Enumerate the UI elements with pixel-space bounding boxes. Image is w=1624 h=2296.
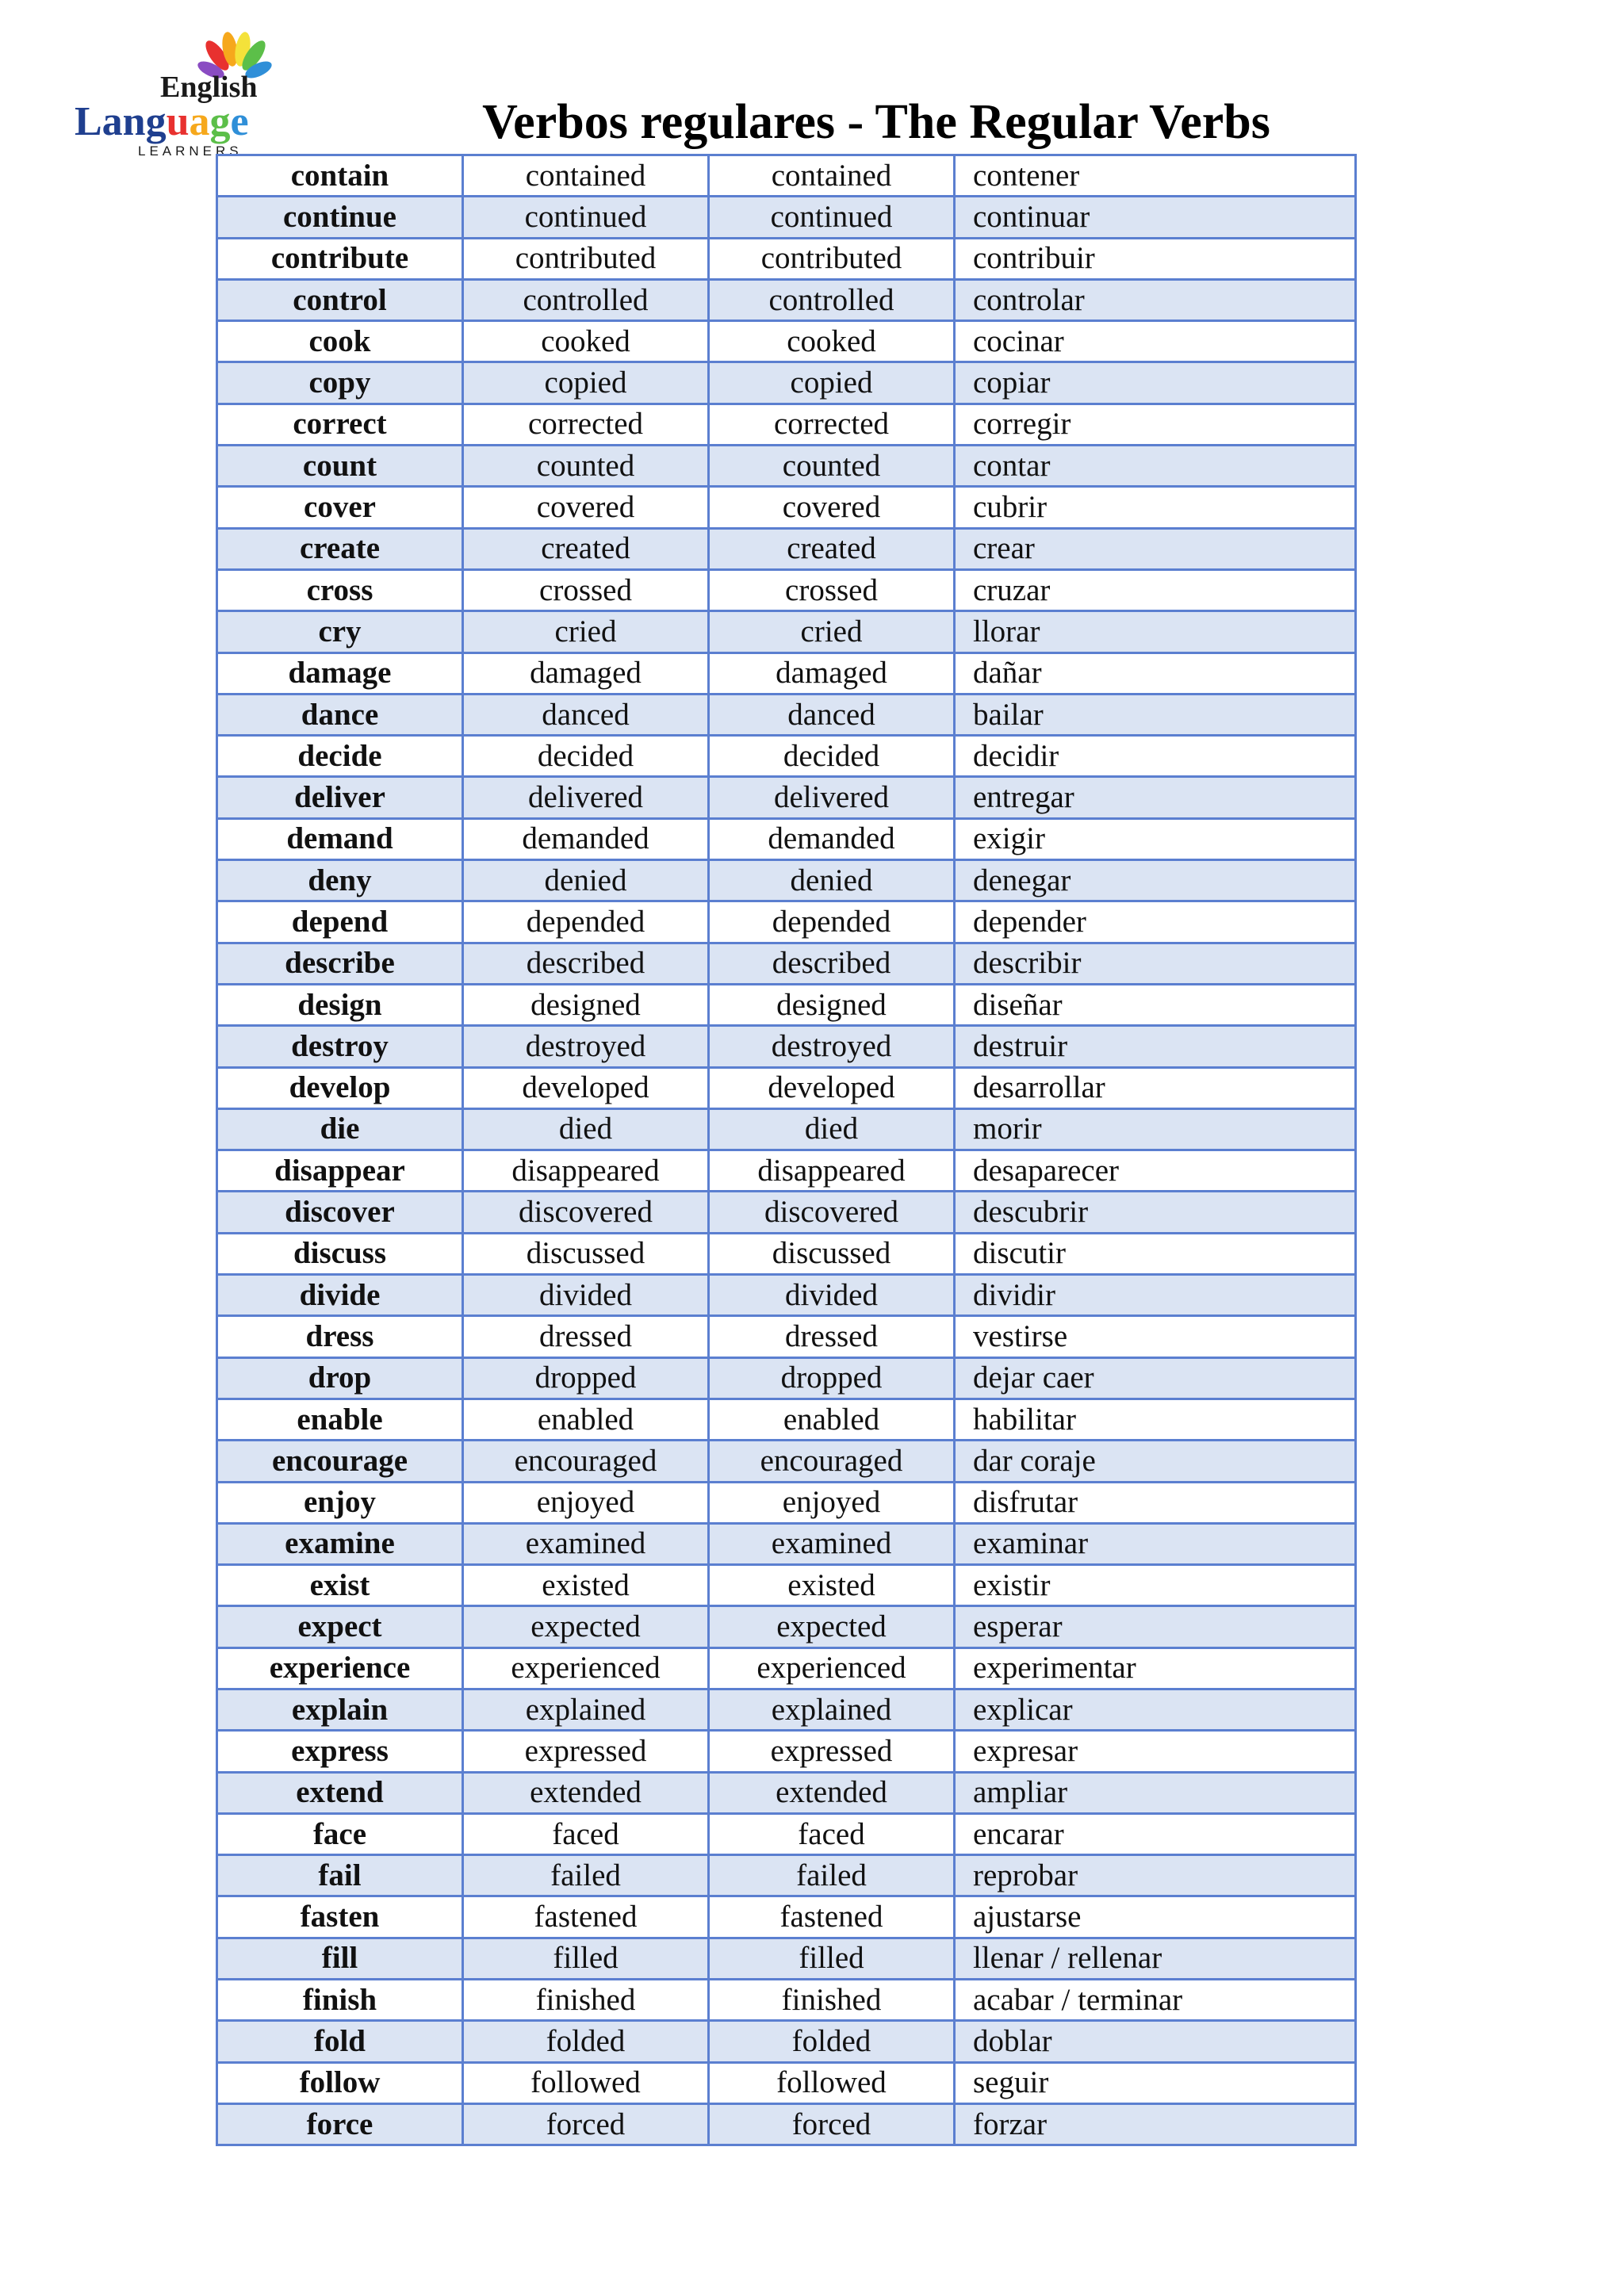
table-row	[217, 1565, 1356, 1606]
table-row	[217, 736, 1356, 777]
past-participle-cell: failed	[709, 1855, 955, 1896]
table-row	[217, 1150, 1356, 1192]
table-row	[217, 901, 1356, 943]
past-tense-cell: decided	[463, 736, 709, 777]
past-participle-cell: dressed	[709, 1316, 955, 1357]
spanish-translation-cell: crear	[955, 528, 1356, 569]
past-participle-cell: cooked	[709, 321, 955, 362]
table-row	[217, 2103, 1356, 2145]
spanish-translation-cell: seguir	[955, 2062, 1356, 2103]
spanish-translation-cell: dividir	[955, 1275, 1356, 1316]
past-participle-cell: destroyed	[709, 1026, 955, 1067]
past-participle-cell: contributed	[709, 238, 955, 279]
table-row	[217, 1689, 1356, 1730]
past-tense-cell: depended	[463, 901, 709, 943]
past-participle-cell: decided	[709, 736, 955, 777]
table-row	[217, 1357, 1356, 1399]
spanish-translation-cell: esperar	[955, 1606, 1356, 1647]
base-form-cell: continue	[217, 197, 463, 238]
spanish-translation-cell: explicar	[955, 1689, 1356, 1730]
spanish-translation-cell: ajustarse	[955, 1896, 1356, 1938]
base-form-cell: force	[217, 2103, 463, 2145]
spanish-translation-cell: discutir	[955, 1233, 1356, 1274]
table-row	[217, 1399, 1356, 1440]
past-participle-cell: continued	[709, 197, 955, 238]
past-participle-cell: followed	[709, 2062, 955, 2103]
spanish-translation-cell: continuar	[955, 197, 1356, 238]
logo-text-language: Language	[75, 99, 249, 144]
base-form-cell: fill	[217, 1938, 463, 1979]
base-form-cell: exist	[217, 1565, 463, 1606]
base-form-cell: cry	[217, 611, 463, 652]
base-form-cell: explain	[217, 1689, 463, 1730]
past-tense-cell: crossed	[463, 569, 709, 610]
past-participle-cell: extended	[709, 1772, 955, 1813]
past-participle-cell: counted	[709, 446, 955, 487]
spanish-translation-cell: dar coraje	[955, 1441, 1356, 1482]
past-tense-cell: encouraged	[463, 1441, 709, 1482]
past-participle-cell: designed	[709, 984, 955, 1025]
past-participle-cell: experienced	[709, 1647, 955, 1689]
spanish-translation-cell: reprobar	[955, 1855, 1356, 1896]
table-row	[217, 1896, 1356, 1938]
past-participle-cell: described	[709, 943, 955, 984]
base-form-cell: damage	[217, 652, 463, 694]
past-tense-cell: dressed	[463, 1316, 709, 1357]
table-row	[217, 197, 1356, 238]
base-form-cell: disappear	[217, 1150, 463, 1192]
past-tense-cell: failed	[463, 1855, 709, 1896]
past-tense-cell: denied	[463, 860, 709, 901]
base-form-cell: decide	[217, 736, 463, 777]
table-row	[217, 1606, 1356, 1647]
past-tense-cell: copied	[463, 362, 709, 404]
base-form-cell: design	[217, 984, 463, 1025]
logo-graphic	[75, 32, 289, 159]
base-form-cell: cover	[217, 487, 463, 528]
base-form-cell: expect	[217, 1606, 463, 1647]
past-tense-cell: described	[463, 943, 709, 984]
past-tense-cell: expected	[463, 1606, 709, 1647]
spanish-translation-cell: ampliar	[955, 1772, 1356, 1813]
table-row	[217, 569, 1356, 610]
past-tense-cell: forced	[463, 2103, 709, 2145]
past-participle-cell: depended	[709, 901, 955, 943]
past-tense-cell: corrected	[463, 404, 709, 445]
spanish-translation-cell: disfrutar	[955, 1482, 1356, 1523]
table-row	[217, 1275, 1356, 1316]
past-participle-cell: corrected	[709, 404, 955, 445]
past-participle-cell: crossed	[709, 569, 955, 610]
past-tense-cell: expressed	[463, 1731, 709, 1772]
spanish-translation-cell: morir	[955, 1108, 1356, 1150]
past-tense-cell: danced	[463, 694, 709, 735]
past-tense-cell: contained	[463, 155, 709, 197]
table-row	[217, 777, 1356, 818]
past-participle-cell: danced	[709, 694, 955, 735]
table-row	[217, 1192, 1356, 1233]
past-tense-cell: followed	[463, 2062, 709, 2103]
past-tense-cell: counted	[463, 446, 709, 487]
table-row	[217, 2062, 1356, 2103]
spanish-translation-cell: cruzar	[955, 569, 1356, 610]
spanish-translation-cell: desaparecer	[955, 1150, 1356, 1192]
base-form-cell: copy	[217, 362, 463, 404]
table-row	[217, 2021, 1356, 2062]
base-form-cell: fasten	[217, 1896, 463, 1938]
past-participle-cell: filled	[709, 1938, 955, 1979]
past-tense-cell: destroyed	[463, 1026, 709, 1067]
past-participle-cell: discussed	[709, 1233, 955, 1274]
past-participle-cell: enjoyed	[709, 1482, 955, 1523]
past-participle-cell: divided	[709, 1275, 955, 1316]
spanish-translation-cell: denegar	[955, 860, 1356, 901]
spanish-translation-cell: expresar	[955, 1731, 1356, 1772]
table-row	[217, 487, 1356, 528]
past-tense-cell: fastened	[463, 1896, 709, 1938]
past-tense-cell: died	[463, 1108, 709, 1150]
table-row	[217, 694, 1356, 735]
past-tense-cell: enabled	[463, 1399, 709, 1440]
spanish-translation-cell: depender	[955, 901, 1356, 943]
past-participle-cell: enabled	[709, 1399, 955, 1440]
past-tense-cell: developed	[463, 1067, 709, 1108]
past-tense-cell: delivered	[463, 777, 709, 818]
table-row	[217, 1233, 1356, 1274]
spanish-translation-cell: describir	[955, 943, 1356, 984]
spanish-translation-cell: llorar	[955, 611, 1356, 652]
past-tense-cell: controlled	[463, 279, 709, 320]
past-participle-cell: folded	[709, 2021, 955, 2062]
past-participle-cell: discovered	[709, 1192, 955, 1233]
past-tense-cell: finished	[463, 1980, 709, 2021]
spanish-translation-cell: forzar	[955, 2103, 1356, 2145]
base-form-cell: deliver	[217, 777, 463, 818]
spanish-translation-cell: entregar	[955, 777, 1356, 818]
past-participle-cell: forced	[709, 2103, 955, 2145]
past-tense-cell: damaged	[463, 652, 709, 694]
spanish-translation-cell: encarar	[955, 1813, 1356, 1854]
past-tense-cell: disappeared	[463, 1150, 709, 1192]
base-form-cell: express	[217, 1731, 463, 1772]
spanish-translation-cell: acabar / terminar	[955, 1980, 1356, 2021]
past-tense-cell: designed	[463, 984, 709, 1025]
past-participle-cell: cried	[709, 611, 955, 652]
spanish-translation-cell: controlar	[955, 279, 1356, 320]
past-participle-cell: delivered	[709, 777, 955, 818]
table-row	[217, 1938, 1356, 1979]
base-form-cell: enable	[217, 1399, 463, 1440]
base-form-cell: fail	[217, 1855, 463, 1896]
past-tense-cell: created	[463, 528, 709, 569]
past-participle-cell: fastened	[709, 1896, 955, 1938]
table-row	[217, 1441, 1356, 1482]
base-form-cell: demand	[217, 818, 463, 859]
spanish-translation-cell: copiar	[955, 362, 1356, 404]
past-tense-cell: existed	[463, 1565, 709, 1606]
table-row	[217, 1813, 1356, 1854]
base-form-cell: contribute	[217, 238, 463, 279]
logo-text-english: English	[160, 71, 258, 104]
base-form-cell: cook	[217, 321, 463, 362]
regular-verbs-table	[216, 154, 1357, 2146]
spanish-translation-cell: llenar / rellenar	[955, 1938, 1356, 1979]
spanish-translation-cell: existir	[955, 1565, 1356, 1606]
table-row	[217, 362, 1356, 404]
logo-text-learners: LEARNERS	[138, 144, 243, 159]
past-tense-cell: examined	[463, 1523, 709, 1564]
spanish-translation-cell: vestirse	[955, 1316, 1356, 1357]
base-form-cell: control	[217, 279, 463, 320]
table-row	[217, 1067, 1356, 1108]
english-language-learners-logo	[75, 32, 289, 159]
spanish-translation-cell: cubrir	[955, 487, 1356, 528]
spanish-translation-cell: doblar	[955, 2021, 1356, 2062]
spanish-translation-cell: bailar	[955, 694, 1356, 735]
page-title: Verbos regulares - The Regular Verbs	[482, 95, 1270, 149]
past-participle-cell: disappeared	[709, 1150, 955, 1192]
spanish-translation-cell: contener	[955, 155, 1356, 197]
base-form-cell: dance	[217, 694, 463, 735]
past-participle-cell: created	[709, 528, 955, 569]
past-participle-cell: encouraged	[709, 1441, 955, 1482]
past-participle-cell: contained	[709, 155, 955, 197]
past-participle-cell: developed	[709, 1067, 955, 1108]
base-form-cell: deny	[217, 860, 463, 901]
base-form-cell: discover	[217, 1192, 463, 1233]
spanish-translation-cell: examinar	[955, 1523, 1356, 1564]
base-form-cell: develop	[217, 1067, 463, 1108]
base-form-cell: count	[217, 446, 463, 487]
table-row	[217, 1772, 1356, 1813]
past-tense-cell: contributed	[463, 238, 709, 279]
base-form-cell: cross	[217, 569, 463, 610]
table-row	[217, 1523, 1356, 1564]
past-participle-cell: explained	[709, 1689, 955, 1730]
table-row	[217, 1108, 1356, 1150]
spanish-translation-cell: dañar	[955, 652, 1356, 694]
base-form-cell: die	[217, 1108, 463, 1150]
table-row	[217, 279, 1356, 320]
base-form-cell: describe	[217, 943, 463, 984]
past-participle-cell: dropped	[709, 1357, 955, 1399]
table-row	[217, 1980, 1356, 2021]
spanish-translation-cell: experimentar	[955, 1647, 1356, 1689]
base-form-cell: extend	[217, 1772, 463, 1813]
past-tense-cell: explained	[463, 1689, 709, 1730]
past-participle-cell: demanded	[709, 818, 955, 859]
past-participle-cell: covered	[709, 487, 955, 528]
past-participle-cell: faced	[709, 1813, 955, 1854]
base-form-cell: fold	[217, 2021, 463, 2062]
base-form-cell: depend	[217, 901, 463, 943]
past-participle-cell: existed	[709, 1565, 955, 1606]
past-tense-cell: filled	[463, 1938, 709, 1979]
spanish-translation-cell: corregir	[955, 404, 1356, 445]
spanish-translation-cell: contar	[955, 446, 1356, 487]
table-row	[217, 1482, 1356, 1523]
verbs-table-body	[217, 155, 1356, 2145]
spanish-translation-cell: desarrollar	[955, 1067, 1356, 1108]
spanish-translation-cell: decidir	[955, 736, 1356, 777]
past-tense-cell: folded	[463, 2021, 709, 2062]
past-tense-cell: faced	[463, 1813, 709, 1854]
base-form-cell: enjoy	[217, 1482, 463, 1523]
spanish-translation-cell: descubrir	[955, 1192, 1356, 1233]
past-participle-cell: died	[709, 1108, 955, 1150]
base-form-cell: destroy	[217, 1026, 463, 1067]
table-row	[217, 611, 1356, 652]
base-form-cell: encourage	[217, 1441, 463, 1482]
spanish-translation-cell: exigir	[955, 818, 1356, 859]
spanish-translation-cell: habilitar	[955, 1399, 1356, 1440]
table-row	[217, 860, 1356, 901]
base-form-cell: divide	[217, 1275, 463, 1316]
spanish-translation-cell: diseñar	[955, 984, 1356, 1025]
base-form-cell: correct	[217, 404, 463, 445]
table-row	[217, 984, 1356, 1025]
past-tense-cell: enjoyed	[463, 1482, 709, 1523]
spanish-translation-cell: dejar caer	[955, 1357, 1356, 1399]
past-tense-cell: extended	[463, 1772, 709, 1813]
base-form-cell: dress	[217, 1316, 463, 1357]
base-form-cell: face	[217, 1813, 463, 1854]
table-row	[217, 528, 1356, 569]
past-tense-cell: discovered	[463, 1192, 709, 1233]
past-participle-cell: expected	[709, 1606, 955, 1647]
table-row	[217, 1731, 1356, 1772]
table-row	[217, 943, 1356, 984]
past-tense-cell: discussed	[463, 1233, 709, 1274]
past-tense-cell: dropped	[463, 1357, 709, 1399]
table-row	[217, 1026, 1356, 1067]
past-tense-cell: experienced	[463, 1647, 709, 1689]
past-participle-cell: denied	[709, 860, 955, 901]
past-participle-cell: examined	[709, 1523, 955, 1564]
base-form-cell: create	[217, 528, 463, 569]
table-row	[217, 652, 1356, 694]
table-row	[217, 818, 1356, 859]
past-participle-cell: damaged	[709, 652, 955, 694]
past-tense-cell: divided	[463, 1275, 709, 1316]
past-tense-cell: demanded	[463, 818, 709, 859]
base-form-cell: discuss	[217, 1233, 463, 1274]
past-participle-cell: expressed	[709, 1731, 955, 1772]
table-row	[217, 1647, 1356, 1689]
past-tense-cell: cried	[463, 611, 709, 652]
base-form-cell: examine	[217, 1523, 463, 1564]
spanish-translation-cell: cocinar	[955, 321, 1356, 362]
base-form-cell: finish	[217, 1980, 463, 2021]
past-tense-cell: cooked	[463, 321, 709, 362]
table-row	[217, 238, 1356, 279]
table-row	[217, 404, 1356, 445]
past-participle-cell: copied	[709, 362, 955, 404]
past-participle-cell: controlled	[709, 279, 955, 320]
base-form-cell: drop	[217, 1357, 463, 1399]
base-form-cell: follow	[217, 2062, 463, 2103]
table-row	[217, 321, 1356, 362]
spanish-translation-cell: destruir	[955, 1026, 1356, 1067]
spanish-translation-cell: contribuir	[955, 238, 1356, 279]
table-row	[217, 1316, 1356, 1357]
past-tense-cell: covered	[463, 487, 709, 528]
table-row	[217, 155, 1356, 197]
table-row	[217, 446, 1356, 487]
base-form-cell: contain	[217, 155, 463, 197]
past-tense-cell: continued	[463, 197, 709, 238]
past-participle-cell: finished	[709, 1980, 955, 2021]
table-row	[217, 1855, 1356, 1896]
base-form-cell: experience	[217, 1647, 463, 1689]
